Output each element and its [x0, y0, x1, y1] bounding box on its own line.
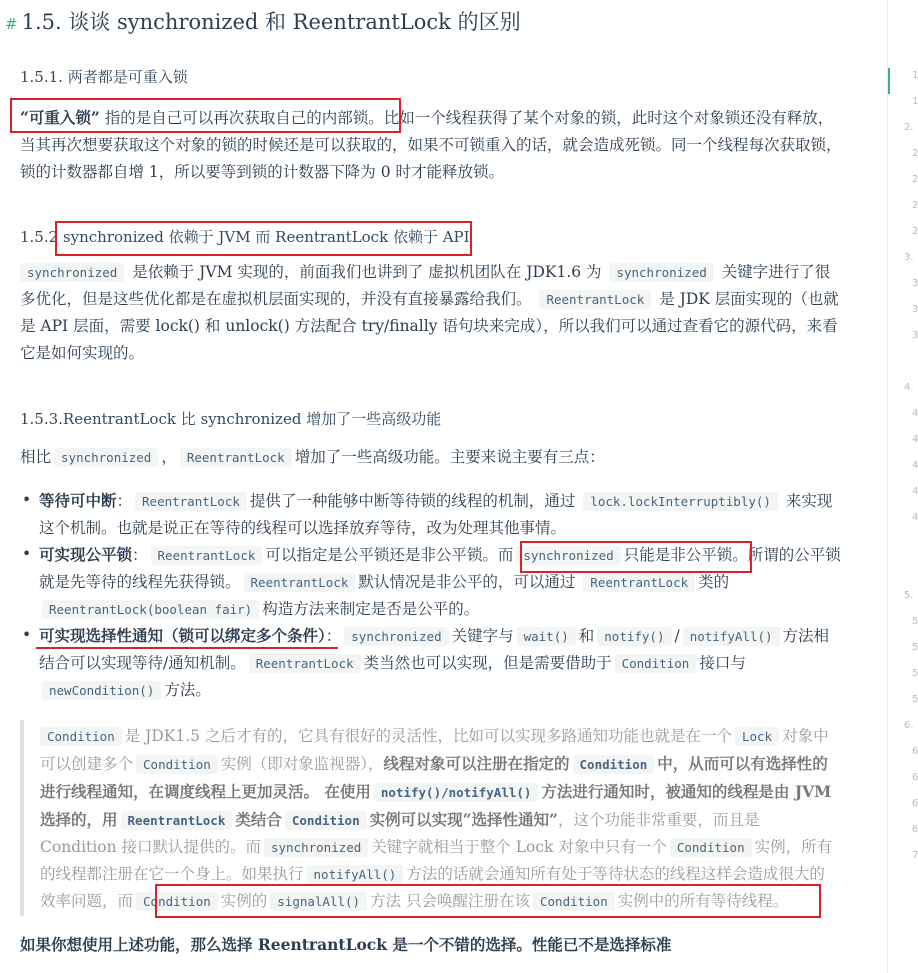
section-title: [5, 6, 521, 36]
toc-sidebar[interactable]: [887, 0, 916, 973]
text: 方法相结合可以实现等待/通知机制。: [39, 627, 830, 672]
inline-code: Lock: [735, 727, 779, 746]
toc-item[interactable]: 4: [912, 512, 918, 523]
heading-text: synchronized 依赖于 JVM 而 ReentrantLock 依赖于 API: [62, 228, 470, 246]
inline-code: ReentrantLock: [583, 573, 695, 592]
inline-code: Condition: [136, 755, 218, 774]
toc-item[interactable]: 5: [912, 616, 918, 627]
toc-item[interactable]: 3: [912, 330, 918, 341]
inline-code: ReentrantLock: [249, 654, 361, 673]
heading-1-5-1: 1.5.1. 两者都是可重入锁: [20, 68, 188, 86]
header-anchor[interactable]: #: [5, 15, 18, 33]
inline-code: Condition: [533, 892, 615, 911]
bullet: •: [22, 626, 32, 644]
bold-term: 可实现选择性通知（锁可以绑定多个条件）: [39, 626, 326, 645]
toc-item[interactable]: 4: [912, 408, 918, 419]
inline-code: Condition: [40, 727, 122, 746]
text: 构造方法来制定是否是公平的。: [262, 600, 480, 618]
toc-item[interactable]: 7: [912, 850, 918, 861]
toc-item[interactable]: 1: [912, 70, 918, 81]
text: ：: [116, 492, 133, 510]
text: 关键字与: [451, 627, 514, 645]
inline-code: Condition: [136, 892, 218, 911]
text: 接口与: [699, 654, 746, 672]
conclusion-text: 如果你想使用上述功能，那么选择 ReentrantLock 是一个不错的选择。性能已不是选择标准: [20, 935, 672, 954]
toc-item[interactable]: 6: [912, 772, 918, 783]
text: 是 JDK1.5 之后才有的，它具有很好的灵活性，比如可以实现多路通知功能也就是在一个: [124, 727, 732, 745]
text: 默认情况是非公平的，可以通过: [358, 573, 581, 591]
bold-text: 实例可以实现“选择性通知”: [369, 810, 558, 829]
text: 增加了一些高级功能。主要来说主要有三点：: [294, 448, 605, 466]
text: 类当然也可以实现，但是需要借助于: [363, 654, 612, 672]
bullet: •: [22, 545, 32, 563]
text: ：: [325, 627, 342, 645]
list-item: [20, 622, 842, 704]
toc-item[interactable]: 5: [912, 668, 918, 679]
heading-1-5-3: 1.5.3.ReentrantLock 比 synchronized 增加了一些高级功能: [20, 410, 442, 428]
text: 指的是自己可以再次获取自己的内部锁。: [99, 109, 384, 127]
inline-code: notifyAll(): [307, 865, 404, 884]
text: 可以指定是公平锁还是非公平锁。而: [265, 546, 514, 564]
toc-item[interactable]: 6: [912, 746, 918, 757]
list-item: [20, 487, 842, 542]
inline-code: synchronized: [54, 448, 158, 467]
bullet: •: [22, 491, 32, 509]
toc-item[interactable]: 3: [912, 278, 918, 289]
toc-item[interactable]: 2: [912, 200, 918, 211]
toc-item[interactable]: 4: [912, 486, 918, 497]
bold-text: 类结合: [235, 810, 282, 829]
text: 关键字就相当于整个 Lock 对象中只有一个: [371, 838, 667, 856]
toc-item[interactable]: 5.: [904, 590, 914, 601]
toc-item[interactable]: 5: [912, 642, 918, 653]
inline-code: notify(): [597, 627, 671, 646]
text: 方法 只会唤醒注册在该: [370, 892, 530, 910]
blockquote-text: [40, 723, 840, 915]
toc-item[interactable]: 4: [912, 434, 918, 445]
inline-code: signalAll(): [270, 892, 367, 911]
inline-code: Condition: [573, 755, 655, 774]
inline-code: synchronized: [609, 263, 713, 282]
bold-text: 方法进行通知时，被通知的线程是由 JVM 选择的，用: [40, 782, 832, 829]
section-title-text: 1.5. 谈谈 synchronized 和 ReentrantLock 的区别: [21, 10, 521, 34]
inline-code: wait(): [517, 627, 576, 646]
paragraph-jvm-api: [20, 259, 842, 367]
text: 和: [578, 627, 595, 645]
toc-item[interactable]: 6.: [904, 720, 914, 731]
toc-active-marker: [888, 68, 890, 94]
toc-item[interactable]: 2: [912, 148, 918, 159]
text: 方法。: [164, 681, 211, 699]
text: 只能是非公平锁。: [623, 546, 748, 564]
toc-item[interactable]: 3.: [904, 252, 914, 263]
paragraph-intro: [20, 444, 842, 471]
toc-item[interactable]: 1: [912, 96, 918, 107]
text: 是 JDK 层面实现的（也就是 API 层面，需要 lock() 和 unlock() 方法配合 try/finally 语句块来完成），所以我们可以通过查看它的源代码，来看它是如何实现的。: [20, 290, 839, 362]
text: ，这个功能非常重要，而且是 Condition 接口默认提供的。而: [40, 811, 760, 856]
text: ，: [161, 448, 177, 466]
text: 实例中的所有等待线程。: [617, 892, 789, 910]
text: 提供了一种能够中断等待锁的线程的机制，通过: [249, 492, 581, 510]
inline-code: lock.lockInterruptibly(): [583, 492, 778, 511]
paragraph-reentrant: [20, 104, 842, 186]
inline-code: ReentrantLock: [151, 546, 263, 565]
highlight-underline: [36, 647, 338, 649]
inline-code: ReentrantLock: [539, 290, 651, 309]
inline-code: ReentrantLock: [121, 811, 233, 830]
toc-item[interactable]: 6: [912, 798, 918, 809]
inline-code: synchronized: [516, 546, 620, 565]
text: 类的: [698, 573, 730, 591]
text: 实例，所有的线程都注册在它一个身上。如果执行: [40, 838, 833, 883]
inline-code: synchronized: [344, 627, 448, 646]
text: 方法的话就会通知所有处于等待状态的线程这样会造成很大的效率问题，而: [40, 865, 825, 910]
text: 所谓的公平锁就是先等待的线程先获得锁。: [39, 546, 841, 591]
inline-code: synchronized: [20, 263, 124, 282]
inline-code: synchronized: [264, 838, 368, 857]
toc-item[interactable]: 3: [912, 304, 918, 315]
bold-text: 线程对象可以注册在指定的: [383, 754, 570, 773]
inline-code: notify()/notifyAll(): [374, 783, 539, 802]
toc-item[interactable]: 2: [912, 226, 918, 237]
text: 对象中可以创建多个: [40, 727, 829, 773]
toc-item[interactable]: 4.: [904, 382, 914, 393]
text: 实例的: [220, 892, 268, 910]
text: ：: [132, 546, 148, 564]
inline-code: Condition: [615, 654, 697, 673]
inline-code: Condition: [285, 811, 367, 830]
heading-num: 1.5.2: [20, 228, 63, 246]
text: 比如一个线程获得了某个对象的锁，此时这个对象锁还没有释放，当其再次想要获取这个对象的锁的时候还是可以获取的，如果不可锁重入的话，就会造成死锁。同一个线程每次获取锁，锁的计数器都自增 1，所以要等到锁的计数器下降为 0 时才能释放锁。: [20, 109, 842, 181]
text: 关键字进行了很多优化，但是这些优化都是在虚拟机层面实现的，并没有直接暴露给我们。: [20, 263, 831, 308]
inline-code: ReentrantLock: [135, 492, 247, 511]
inline-code: notifyAll(): [683, 627, 780, 646]
bold-term: “可重入锁”: [20, 108, 100, 127]
inline-code: ReentrantLock: [244, 573, 356, 592]
inline-code: newCondition(): [42, 681, 161, 700]
bold-text: 中，从而可以有选择性的进行线程通知，在调度线程上更加灵活。 在使用: [40, 754, 828, 801]
text: 是依赖于 JVM 实现的，前面我们也讲到了 虚拟机团队在 JDK1.6 为: [127, 263, 607, 281]
bold-term: 等待可中断: [39, 491, 117, 510]
toc-item[interactable]: 2: [912, 174, 918, 185]
list-item: [20, 541, 842, 623]
heading-1-5-2: [20, 226, 470, 247]
inline-code: ReentrantLock(boolean fair): [42, 600, 259, 619]
text: /: [674, 627, 680, 645]
toc-item[interactable]: 5: [912, 694, 918, 705]
text: 实例（即对象监视器），: [220, 755, 384, 773]
toc-item[interactable]: 2.: [904, 122, 914, 133]
text: 相比: [20, 448, 52, 466]
inline-code: ReentrantLock: [180, 448, 292, 467]
toc-item[interactable]: 4: [912, 460, 918, 471]
toc-item[interactable]: 6: [912, 824, 918, 835]
inline-code: Condition: [670, 838, 752, 857]
text: 来实现这个机制。也就是说正在等待的线程可以选择放弃等待，改为处理其他事情。: [39, 492, 833, 537]
blockquote: [20, 720, 842, 916]
bold-term: 可实现公平锁: [39, 545, 133, 564]
